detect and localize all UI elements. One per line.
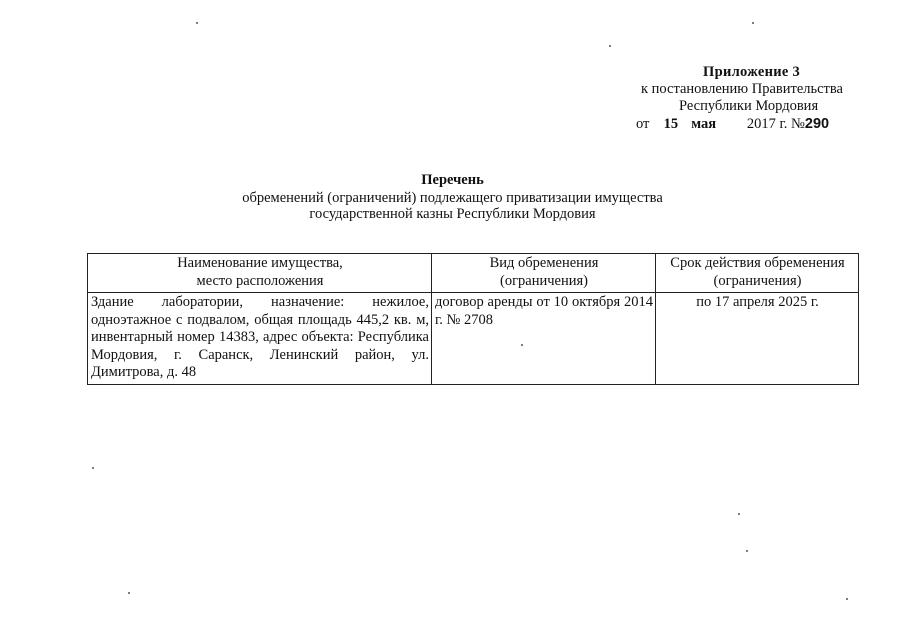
appendix-resolution-line: к постановлению Правительства	[641, 81, 843, 97]
scan-speck	[196, 22, 198, 24]
appendix-date-line	[636, 116, 829, 133]
scan-speck	[752, 22, 754, 24]
header-property-name: Наименование имущества, место расположения	[88, 254, 432, 293]
cell-property-name: Здание лаборатории, назначение: нежилое, одноэтажное с подвалом, общая площадь 445,2 кв. м, инвентарный номер 14383, адрес объекта: Республика Мордовия, г. Саранск, Ленинский район, ул. Димитрова, д. 48	[88, 293, 432, 385]
document-title: Перечень	[421, 172, 484, 188]
appendix-republic-line: Республики Мордовия	[679, 98, 819, 114]
header-restriction-term: Срок действия обременения (ограничения)	[656, 254, 859, 293]
scan-speck	[609, 45, 611, 47]
restrictions-table-wrapper	[87, 253, 858, 385]
document-subtitle-line-1: обременений (ограничений) подлежащего приватизации имущества	[242, 190, 663, 206]
date-prefix: от	[636, 116, 650, 132]
date-year: 2017 г. №	[746, 116, 805, 132]
header-restriction-type: Вид обременения (ограничения)	[432, 254, 656, 293]
date-day: 15	[663, 116, 679, 132]
table-header-row	[88, 254, 859, 293]
cell-restriction-term: по 17 апреля 2025 г.	[656, 293, 859, 385]
restrictions-table	[87, 253, 859, 385]
scan-speck	[846, 598, 848, 600]
resolution-number: 290	[804, 116, 830, 132]
appendix-title: Приложение 3	[703, 64, 801, 80]
cell-restriction-type: договор аренды от 10 октября 2014 г. № 2708	[432, 293, 656, 385]
date-month: мая	[691, 116, 717, 132]
table-row	[88, 293, 859, 385]
scan-speck	[738, 513, 740, 515]
scan-speck	[128, 592, 130, 594]
scan-speck	[746, 550, 748, 552]
scan-speck	[92, 467, 94, 469]
scan-speck	[521, 344, 523, 346]
document-subtitle-line-2: государственной казны Республики Мордовия	[309, 206, 596, 222]
